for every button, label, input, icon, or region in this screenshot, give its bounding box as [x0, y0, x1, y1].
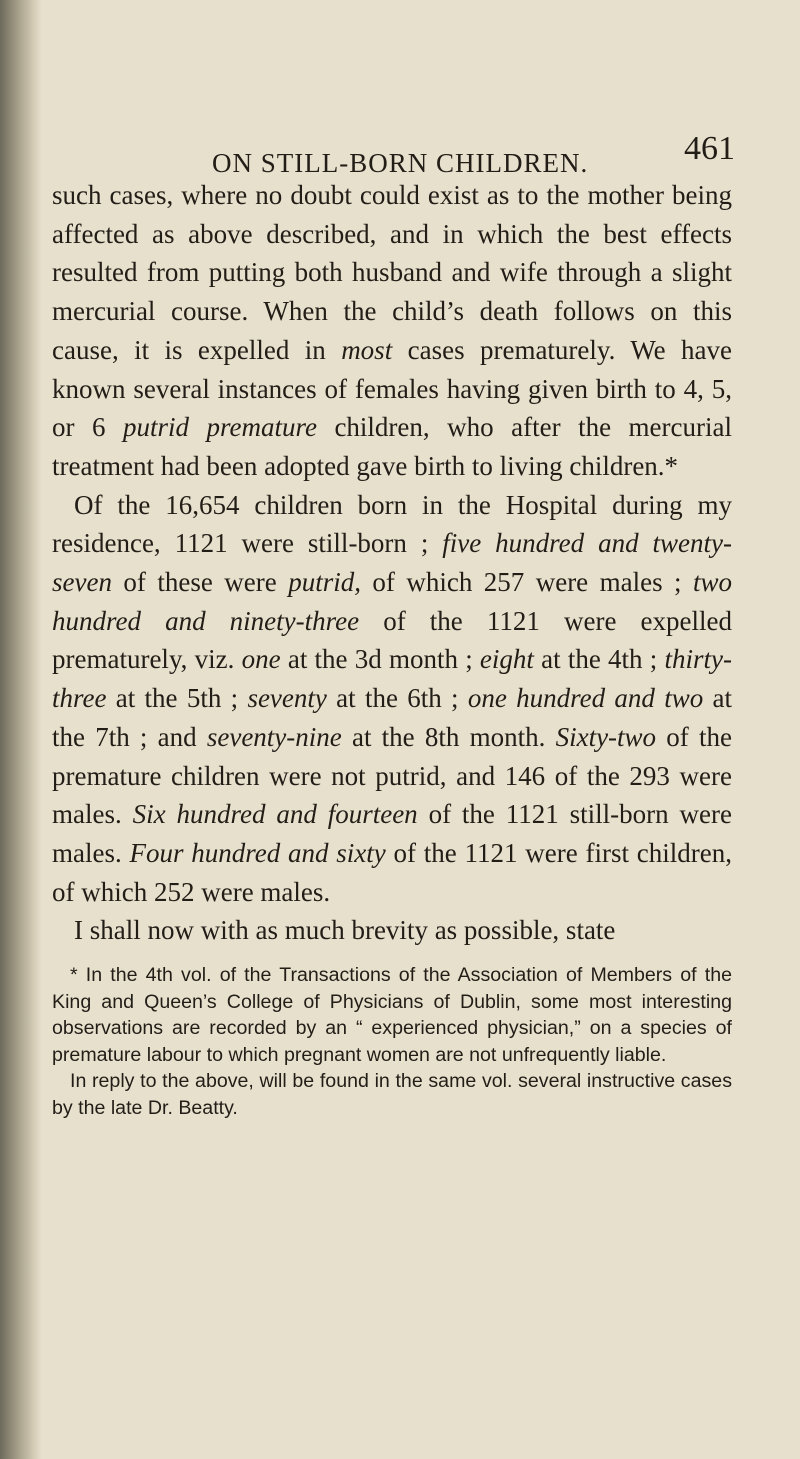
text-run: at the 7th ; and [52, 683, 732, 752]
book-page [52, 110, 735, 1121]
text-run: at the 8th month. [341, 721, 556, 752]
book-spine-shadow [0, 0, 42, 1459]
text-run: of the premature children were not putrid, and 146 of the 293 were males. [52, 721, 732, 830]
text-run: at the 5th ; [106, 683, 248, 714]
footnote-2: In reply to the above, will be found in the same vol. several instructive cases by the late Dr. Beatty. [52, 1070, 732, 1119]
emphasis: seventy [247, 683, 327, 714]
text-run: of the 1121 were first children, of which 252 were males. [52, 837, 732, 907]
text-run: Of the 16,654 children born in the Hospital during my residence, 1121 were still-born ; [52, 489, 732, 559]
emphasis: thirty-three [52, 644, 733, 714]
footnote-separator [52, 950, 732, 958]
emphasis: seventy-nine [206, 721, 342, 752]
text-run: children, who after the mercurial treatment had been adopted gave birth to living children.* [52, 412, 732, 481]
footnote-1: * In the 4th vol. of the Transactions of the Association of Members of the King and Queen’s College of Physicians of Dublin, some most interesting observations are recorded by an “ experienced physician,” on a species of premature labour to which pregnant women are not unfrequently liable. [52, 964, 732, 1066]
emphasis: Sixty-two [555, 721, 657, 752]
text-run: cases prematurely. We have known several instances of females having given birth to 4, 5, or 6 [52, 334, 732, 443]
text-run: of these were [111, 567, 289, 598]
text-run: of the 1121 still-born were males. [52, 799, 732, 868]
running-head: ON STILL-BORN CHILDREN. [212, 148, 589, 178]
emphasis: Six hundred and fourteen [132, 799, 418, 830]
emphasis: Four hundred and sixty [129, 837, 386, 868]
text-run: of which 257 were males ; [360, 567, 693, 598]
emphasis: putrid, [288, 567, 361, 598]
text-run: at the 3d month ; [280, 644, 480, 675]
paragraph-1 [52, 176, 732, 486]
page-number: 461 [684, 130, 735, 167]
text-run: such cases, where no doubt could exist as to the mother being affected as above described, and in which the best effects resulted from putting both husband and wife through a slight mercurial course. When the child’s death follows on this cause, it is expelled in [52, 180, 732, 365]
emphasis: two hundred and ninety-three [52, 567, 732, 636]
emphasis: putrid premature [122, 412, 317, 443]
emphasis: one [241, 644, 281, 675]
paragraph-2 [52, 486, 732, 912]
paragraph-3: I shall now with as much brevity as possible, state [74, 915, 616, 946]
body-text [52, 176, 732, 950]
text-run: of the 1121 were expelled prematurely, viz. [52, 605, 732, 675]
page-header [52, 110, 735, 178]
emphasis: five hundred and twenty-seven [52, 528, 732, 598]
footnotes [52, 962, 732, 1121]
text-run: at the 6th ; [326, 683, 468, 714]
text-run: at the 4th ; [533, 644, 665, 675]
emphasis: eight [479, 644, 534, 675]
emphasis: most [341, 334, 393, 365]
emphasis: one hundred and two [467, 683, 704, 714]
